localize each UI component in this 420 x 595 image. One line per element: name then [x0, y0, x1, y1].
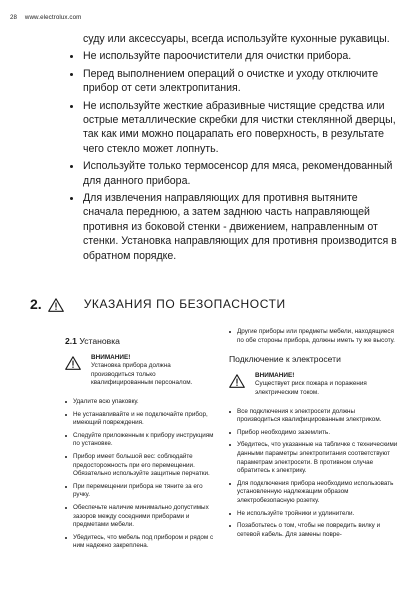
subsection-heading: [65, 337, 215, 346]
list-item: Другие приборы или предметы мебели, находящиеся по обе стороны прибора, должны иметь ту же высоту.: [229, 328, 399, 345]
subsection-title: Подключение к электросети: [229, 354, 341, 365]
section-number: 2.: [30, 296, 42, 312]
list-item: Убедитесь, что указанные на табличке с техническими данными параметры электропитания соответствуют параметрам электросети. В противном случае обратитесь к электрику.: [229, 441, 399, 475]
warning-text: Установка прибора должна производиться только квалифицированным персоналом.: [91, 362, 193, 387]
warning-box: [229, 372, 399, 398]
subsection-heading: [229, 355, 399, 364]
list-item: Убедитесь, что мебель под прибором и рядом с ним надежно закреплена.: [65, 534, 215, 551]
list-item: Не устанавливайте и не подключайте прибор, имеющий повреждения.: [65, 411, 215, 428]
subsection-number: 2.1: [65, 336, 77, 346]
electrical-list: [229, 408, 399, 540]
subsection-title: Установка: [79, 336, 120, 346]
page-header: [10, 14, 81, 21]
list-item: Обеспечьте наличие минимально допустимых зазоров между соседними приборами и предметами мебели.: [65, 504, 215, 530]
list-item: Для подключения прибора необходимо использовать установленную надлежащим образом электробезопасную розетку.: [229, 480, 399, 506]
installation-list: [65, 398, 215, 551]
electrical-column: [229, 328, 399, 543]
site-url: www.electrolux.com: [24, 14, 82, 21]
warning-title: ВНИМАНИЕ!: [91, 353, 131, 361]
top-bullet-list: [68, 32, 398, 266]
list-item: Не используйте тройники и удлинители.: [229, 510, 399, 519]
page-number: 28: [10, 14, 18, 21]
list-item: Позаботьтесь о том, чтобы не повредить вилку и сетевой кабель. Для замены повре-: [229, 522, 399, 539]
list-item: суду или аксессуары, всегда используйте кухонные рукавицы.: [83, 33, 390, 45]
warning-text: Существует риск пожара и поражения электрическим током.: [255, 380, 367, 396]
list-item: Не используйте пароочистители для очистки прибора.: [68, 49, 398, 63]
warning-icon: [229, 374, 245, 388]
warning-box: [65, 354, 215, 388]
list-item: Не используйте жесткие абразивные чистящие средства или острые металлические скребки для чистки стеклянной дверцы, так как ими можно поцарапать его поверхность, в результате чего стекло может лопнуть.: [68, 99, 398, 157]
section-title: УКАЗАНИЯ ПО БЕЗОПАСНОСТИ: [83, 297, 286, 311]
installation-column: [65, 337, 215, 555]
warning-icon: [65, 356, 81, 370]
list-item: Прибор необходимо заземлить.: [229, 429, 399, 438]
section-heading: [30, 296, 400, 312]
list-item: Следуйте приложенным к прибору инструкциям по установке.: [65, 432, 215, 449]
list-item: Для извлечения направляющих для противня вытяните сначала переднюю, а затем заднюю часть направляющей противня из боковой стенки - движением, направленным от стенки. Установка направляющих для противня производится в обратном порядке.: [68, 191, 398, 263]
list-item: Удалите всю упаковку.: [65, 398, 215, 407]
warning-title: ВНИМАНИЕ!: [255, 371, 295, 379]
list-item: Все подключения к электросети должны производиться квалифицированным электриком.: [229, 408, 399, 425]
list-item: Перед выполнением операций о очистке и уходу отключите прибор от сети электропитания.: [68, 67, 398, 96]
list-item: При перемещении прибора не тяните за его ручку.: [65, 483, 215, 500]
list-item: Используйте только термосенсор для мяса, рекомендованный для данного прибора.: [68, 159, 398, 188]
warning-icon: [48, 298, 64, 312]
installation-list-continued: [229, 328, 399, 345]
list-item: Прибор имеет большой вес: соблюдайте предосторожность при его перемещении. Обязательно используйте защитные перчатки.: [65, 453, 215, 479]
